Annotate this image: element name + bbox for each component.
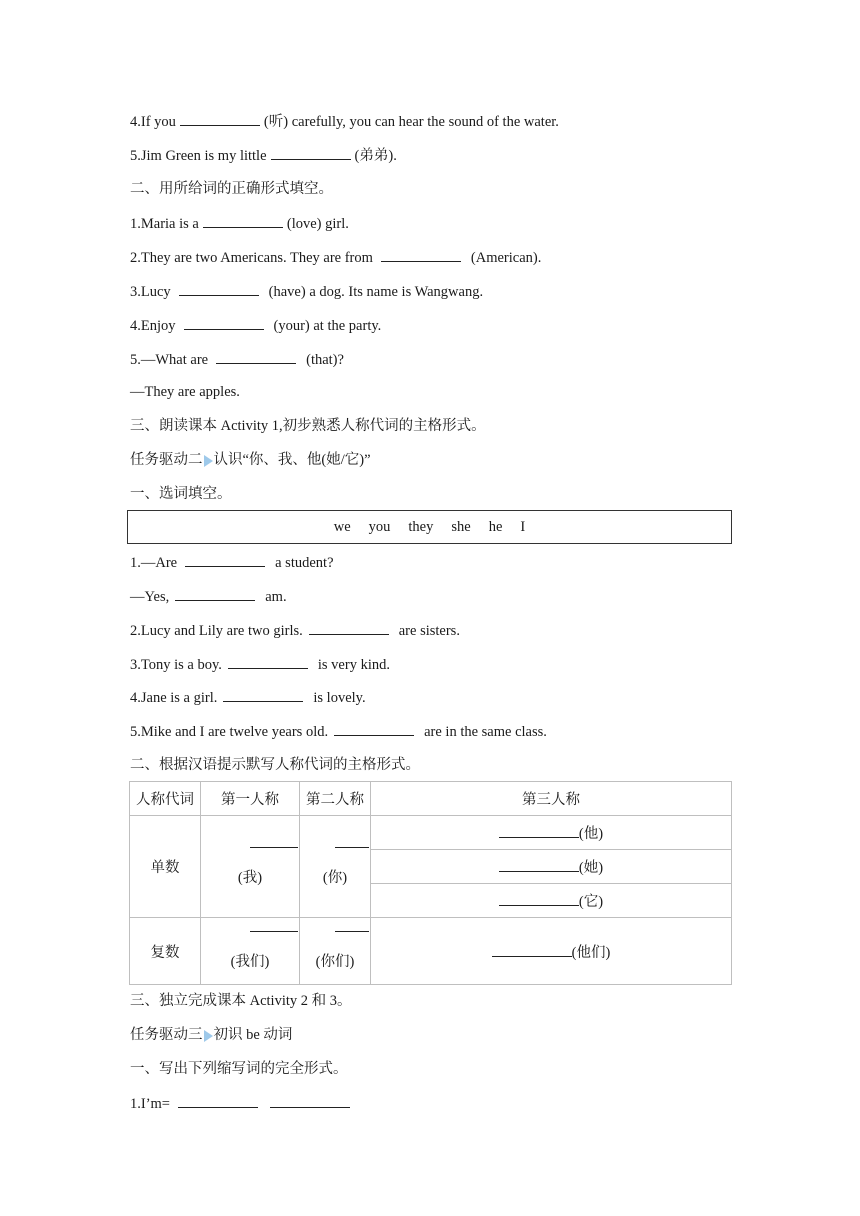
- answer-blank[interactable]: [179, 281, 259, 296]
- question-text: 1.I’m=: [130, 1096, 170, 1112]
- singular-first-cell: [201, 816, 300, 918]
- question-text: 4.If you: [130, 114, 176, 130]
- hint-text: (我): [237, 869, 263, 886]
- answer-blank[interactable]: [178, 1093, 258, 1108]
- question-text: (听) carefully, you can hear the sound of the water.: [263, 114, 559, 130]
- question-text: (your) at the party.: [273, 318, 382, 334]
- task-label: 任务驱动二: [130, 452, 203, 468]
- question-1: [130, 1093, 354, 1114]
- answer-blank[interactable]: [334, 721, 414, 736]
- task-label: 任务驱动三: [130, 1027, 203, 1043]
- hint-text: (他们): [571, 944, 611, 961]
- question-3: [130, 654, 390, 675]
- task-heading: [130, 450, 371, 470]
- question-text: are in the same class.: [424, 724, 547, 740]
- section-title: 二、根据汉语提示默写人称代词的主格形式。: [130, 757, 420, 773]
- question-text: 4.Jane is a girl.: [130, 690, 218, 706]
- question-text: 2.They are two Americans. They are from: [130, 250, 373, 266]
- question-text: is lovely.: [313, 690, 366, 706]
- answer-blank[interactable]: [499, 857, 579, 872]
- answer-blank[interactable]: [250, 931, 298, 932]
- answer-blank[interactable]: [499, 891, 579, 906]
- question-4: [130, 111, 559, 132]
- answer-blank[interactable]: [228, 654, 308, 669]
- answer-blank[interactable]: [492, 942, 572, 957]
- question-1: [130, 552, 334, 573]
- question-2: [130, 247, 541, 268]
- word-bank-item: you: [368, 518, 391, 535]
- singular-second-cell: [300, 816, 371, 918]
- question-4: [130, 687, 366, 708]
- hint-text: (你们): [315, 954, 355, 970]
- answer-blank[interactable]: [175, 586, 255, 601]
- word-bank-item: we: [333, 518, 351, 535]
- answer-blank[interactable]: [271, 145, 351, 160]
- question-text: a student?: [275, 555, 334, 571]
- answer-blank[interactable]: [335, 847, 369, 848]
- arrow-icon: [204, 455, 213, 467]
- question-5: [130, 145, 397, 166]
- table-header: 第一人称: [201, 782, 300, 816]
- table-header: 第二人称: [300, 782, 371, 816]
- question-text: is very kind.: [317, 657, 390, 673]
- question-text: (American).: [470, 250, 542, 266]
- question-2: [130, 620, 460, 641]
- plural-second-cell: [300, 918, 371, 985]
- task-heading: [130, 1025, 292, 1045]
- question-text: —Yes,: [130, 589, 170, 605]
- word-bank-item: he: [488, 518, 503, 535]
- singular-third-cell-he: [371, 816, 732, 850]
- answer-blank[interactable]: [185, 552, 265, 567]
- word-bank-item: I: [520, 518, 526, 535]
- question-5: [130, 721, 547, 742]
- answer-blank[interactable]: [223, 687, 303, 702]
- question-text: (弟弟).: [354, 148, 397, 164]
- question-text: 1.Maria is a: [130, 216, 199, 232]
- pronoun-table: [129, 781, 732, 985]
- hint-text: (她): [578, 860, 604, 876]
- hint-text: (它): [578, 894, 604, 910]
- question-1: [130, 213, 349, 234]
- question-3: [130, 281, 483, 302]
- table-header: 第三人称: [371, 782, 732, 816]
- question-text: 3.Lucy: [130, 284, 171, 300]
- plural-third-cell: [371, 918, 732, 985]
- plural-label: 复数: [130, 918, 201, 985]
- answer-line: —They are apples.: [130, 384, 240, 400]
- hint-text: (我们): [230, 954, 270, 970]
- section-title: 二、用所给词的正确形式填空。: [130, 181, 333, 197]
- section-title: 一、选词填空。: [130, 486, 232, 502]
- question-text: (that)?: [306, 352, 344, 368]
- task-title: 认识“你、我、他(她/它)”: [213, 452, 371, 468]
- question-1-reply: [130, 586, 287, 607]
- question-text: 3.Tony is a boy.: [130, 657, 222, 673]
- question-text: 5.Jim Green is my little: [130, 148, 267, 164]
- hint-text: (他): [578, 826, 604, 842]
- word-bank-item: she: [451, 518, 471, 535]
- answer-blank[interactable]: [203, 213, 283, 228]
- question-text: 2.Lucy and Lily are two girls.: [130, 623, 303, 639]
- section-title: 三、朗读课本 Activity 1,初步熟悉人称代词的主格形式。: [130, 418, 486, 434]
- question-text: am.: [265, 589, 287, 605]
- question-text: (have) a dog. Its name is Wangwang.: [268, 284, 484, 300]
- answer-blank[interactable]: [184, 315, 264, 330]
- singular-label: 单数: [130, 816, 201, 918]
- task-title: 初识 be 动词: [213, 1027, 293, 1043]
- answer-blank[interactable]: [499, 823, 579, 838]
- answer-blank[interactable]: [309, 620, 389, 635]
- answer-blank[interactable]: [250, 847, 298, 848]
- question-text: 1.—Are: [130, 555, 178, 571]
- arrow-icon: [204, 1030, 213, 1042]
- answer-blank[interactable]: [180, 111, 260, 126]
- table-row: [130, 816, 732, 850]
- question-text: 5.Mike and I are twelve years old.: [130, 724, 329, 740]
- answer-blank[interactable]: [216, 349, 296, 364]
- question-text: (love) girl.: [286, 216, 349, 232]
- hint-text: (你): [322, 869, 348, 886]
- answer-blank[interactable]: [381, 247, 461, 262]
- answer-blank[interactable]: [335, 931, 369, 932]
- question-text: 5.—What are: [130, 352, 209, 368]
- section-title: 三、独立完成课本 Activity 2 和 3。: [130, 993, 352, 1009]
- question-5: [130, 349, 344, 370]
- word-bank-box: [127, 510, 732, 544]
- table-header: 人称代词: [130, 782, 201, 816]
- plural-first-cell: [201, 918, 300, 985]
- answer-blank[interactable]: [270, 1093, 350, 1108]
- question-4: [130, 315, 381, 336]
- table-row: [130, 918, 732, 985]
- question-text: 4.Enjoy: [130, 318, 176, 334]
- table-header-row: [130, 782, 732, 816]
- question-text: are sisters.: [398, 623, 460, 639]
- singular-third-cell-it: [371, 884, 732, 918]
- singular-third-cell-she: [371, 850, 732, 884]
- word-bank-item: they: [408, 518, 434, 535]
- section-title: 一、写出下列缩写词的完全形式。: [130, 1061, 348, 1077]
